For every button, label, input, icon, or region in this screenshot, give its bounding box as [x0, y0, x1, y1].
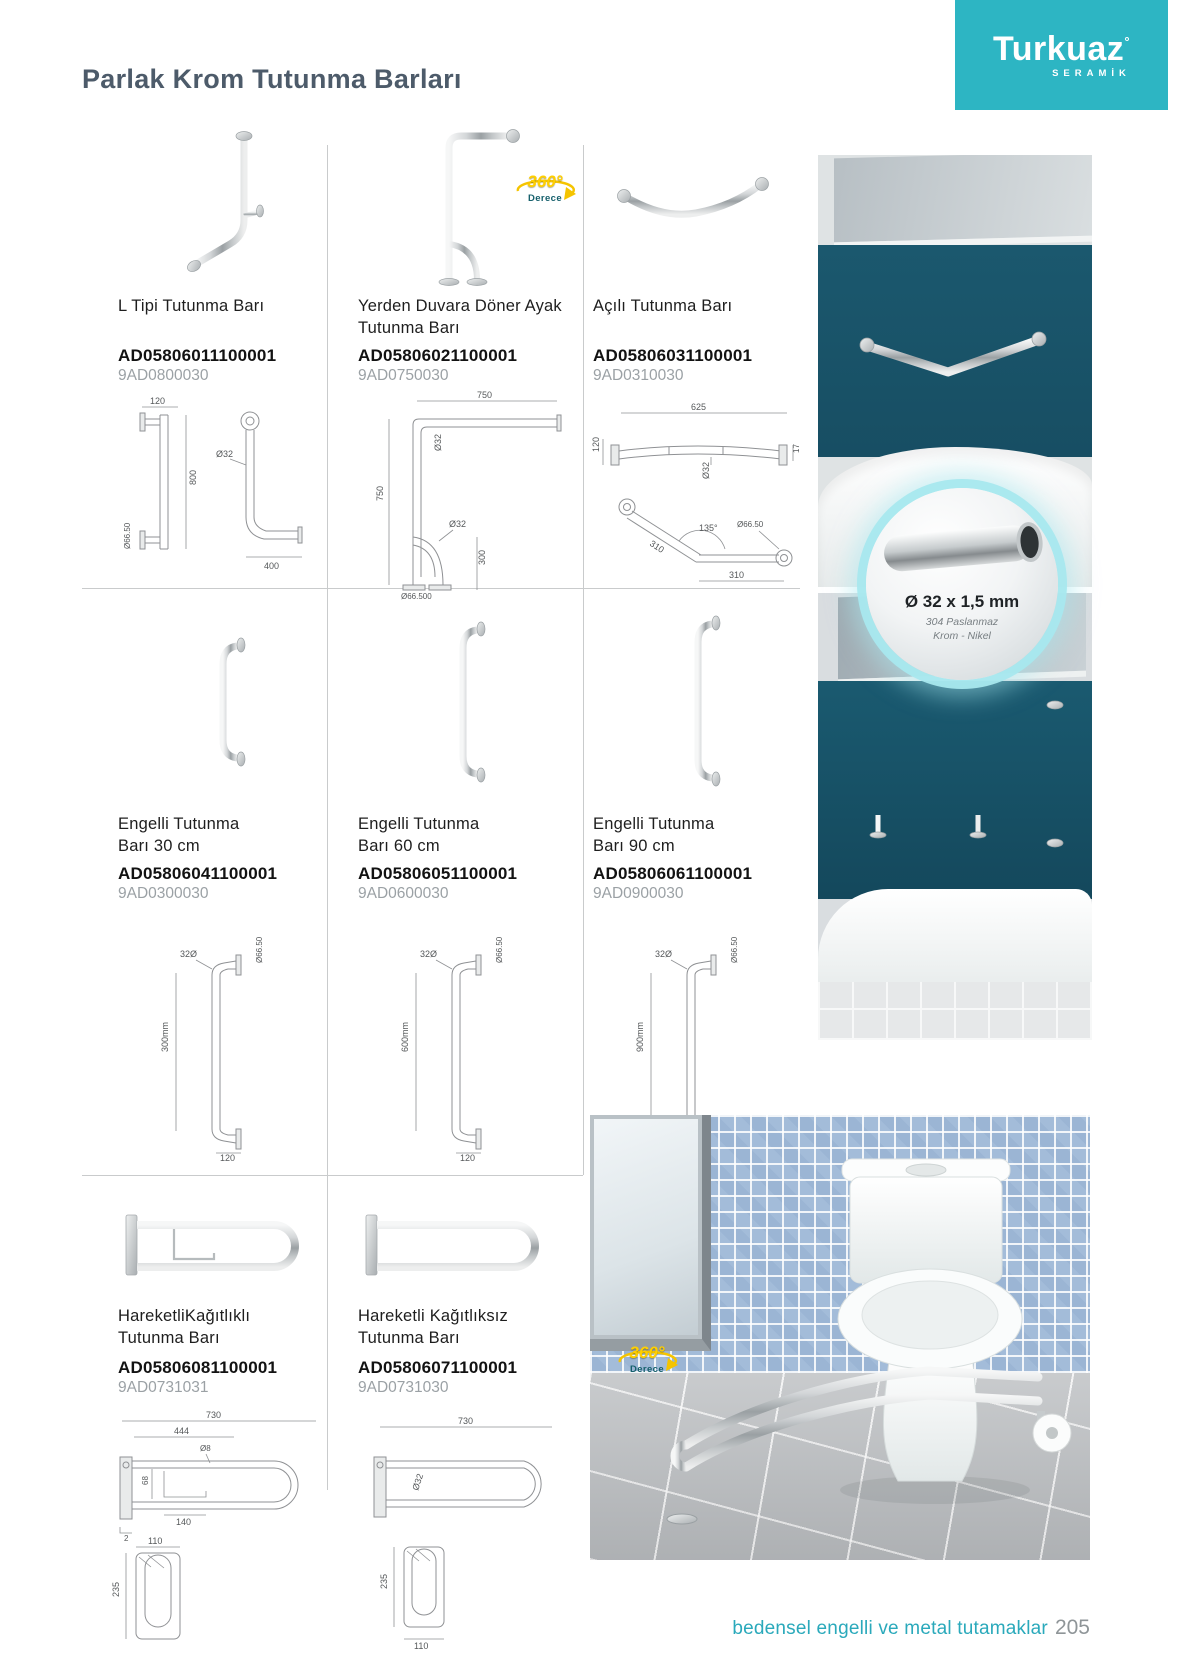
product-subcode: 9AD0731031 [118, 1379, 209, 1396]
grab-bar-illustration [638, 614, 748, 796]
svg-text:Ø32: Ø32 [433, 433, 443, 451]
svg-text:135°: 135° [698, 523, 718, 533]
svg-text:750: 750 [375, 485, 385, 501]
product-code: AD05806031100001 [593, 346, 753, 365]
svg-text:800: 800 [188, 469, 198, 485]
svg-text:730: 730 [457, 1416, 473, 1426]
svg-text:600mm: 600mm [400, 1021, 410, 1052]
toilet-photo [590, 1115, 1090, 1560]
brand-logo [955, 0, 1168, 110]
wall-grab-bars [818, 693, 1092, 903]
svg-text:730: 730 [205, 1410, 221, 1420]
grab-bar-illustration [403, 618, 513, 793]
svg-text:110: 110 [147, 1536, 162, 1546]
product-photo [358, 120, 570, 292]
wall-grab-bar [853, 320, 1058, 390]
technical-drawing [118, 396, 318, 599]
product-name: Engelli Tutunma Barı 60 cm [358, 815, 480, 855]
product-name: Açılı Tutunma Barı [593, 297, 733, 315]
product-subcode: 9AD0750030 [358, 367, 449, 384]
grab-bar-illustration [608, 169, 783, 244]
brand-name: Turkuaz° [992, 29, 1131, 68]
product-photo [593, 120, 798, 292]
product-card-acili [590, 120, 801, 594]
svg-text:310: 310 [647, 538, 666, 555]
page-footer [590, 1616, 1090, 1640]
product-code: AD05806071100001 [358, 1358, 518, 1377]
product-code: AD05806051100001 [358, 864, 518, 883]
product-photo [358, 1190, 558, 1302]
grab-bar-illustration [163, 630, 273, 780]
svg-text:400: 400 [264, 561, 280, 571]
product-name: Yerden Duvara Döner Ayak Tutunma Barı [358, 297, 562, 337]
svg-text:300: 300 [477, 549, 487, 565]
product-subcode: 9AD0300030 [118, 885, 209, 902]
tiled-wall [818, 982, 1092, 1040]
product-photo [118, 1190, 318, 1302]
svg-text:Ø32: Ø32 [700, 461, 711, 479]
product-subcode: 9AD0731030 [358, 1379, 449, 1396]
technical-drawing [358, 917, 558, 1162]
page-title: Parlak Krom Tutunma Barları [82, 64, 462, 94]
product-card-hareketli-kagitliksiz [358, 1190, 558, 1657]
svg-text:235: 235 [378, 1573, 389, 1589]
svg-text:300mm: 300mm [160, 1021, 170, 1052]
bathtub [818, 889, 1092, 985]
svg-text:750: 750 [477, 390, 493, 400]
svg-text:Ø66.50: Ø66.50 [736, 520, 763, 529]
svg-text:Ø66.500: Ø66.500 [401, 592, 432, 601]
product-photo [118, 120, 318, 292]
product-subcode: 9AD0310030 [593, 367, 684, 384]
pipe-material-label: 304 Paslanmaz [925, 616, 999, 628]
pipe-size-label: Ø 32 x 1,5 mm [904, 592, 1020, 611]
product-code: AD05806041100001 [118, 864, 278, 883]
grid-divider-vertical-1 [327, 145, 328, 1490]
product-name: Engelli Tutunma Barı 90 cm [593, 815, 715, 855]
svg-text:Ø66.50: Ø66.50 [495, 936, 504, 963]
product-subcode: 9AD0600030 [358, 885, 449, 902]
svg-text:Ø32: Ø32 [216, 449, 234, 459]
page-number: 205 [1054, 1616, 1090, 1639]
brand-trademark: ° [1124, 33, 1131, 49]
svg-text:Ø66.50: Ø66.50 [730, 936, 739, 963]
svg-text:Ø66.50: Ø66.50 [255, 936, 264, 963]
svg-text:444: 444 [173, 1426, 189, 1436]
svg-text:110: 110 [413, 1641, 428, 1651]
svg-text:32Ø: 32Ø [420, 949, 438, 959]
grab-bar-illustration [148, 124, 288, 292]
technical-drawing [118, 917, 318, 1162]
product-card-engelli-90 [593, 600, 793, 1162]
svg-text:Ø32: Ø32 [449, 519, 467, 529]
svg-text:17: 17 [791, 444, 801, 453]
grid-divider-vertical-2 [583, 145, 584, 1175]
product-name: HareketliKağıtlıklı Tutunma Barı [118, 1307, 251, 1347]
pipe-spec-badge [866, 488, 1058, 680]
svg-text:625: 625 [690, 402, 706, 412]
product-code: AD05806061100001 [593, 864, 753, 883]
footer-section-label: bedensel engelli ve metal tutamaklar [732, 1618, 1048, 1639]
product-card-hareketli-kagitlikli [110, 1190, 318, 1657]
technical-drawing [110, 1407, 318, 1657]
svg-text:120: 120 [150, 396, 166, 406]
technical-drawing [358, 1407, 558, 1657]
product-card-yerden-duvara [358, 120, 570, 601]
product-name: L Tipi Tutunma Barı [118, 297, 265, 315]
svg-text:120: 120 [460, 1153, 476, 1163]
rotation-360-badge: 360° Derece [506, 172, 584, 204]
svg-text:310: 310 [728, 570, 744, 580]
grab-bar-illustration [356, 1199, 561, 1294]
mirror [834, 155, 1092, 248]
grab-bar-illustration [379, 122, 549, 292]
product-card-engelli-30 [118, 600, 318, 1162]
product-card-engelli-60 [358, 600, 558, 1162]
svg-text:32Ø: 32Ø [655, 949, 673, 959]
svg-text:2: 2 [123, 1534, 128, 1543]
brand-subtitle: SERAMİK [1052, 67, 1131, 79]
product-code: AD05806081100001 [118, 1358, 278, 1377]
grid-divider-horizontal-2 [82, 1175, 583, 1176]
product-name: Hareketli Kağıtlıksız Tutunma Barı [358, 1307, 509, 1347]
product-name: Engelli Tutunma Barı 30 cm [118, 815, 240, 855]
grab-bar-illustration [116, 1199, 321, 1294]
product-subcode: 9AD0900030 [593, 885, 684, 902]
product-card-l-tipi [118, 120, 318, 599]
svg-text:68: 68 [140, 1476, 150, 1485]
svg-text:32Ø: 32Ø [180, 949, 198, 959]
svg-text:120: 120 [220, 1153, 236, 1163]
svg-text:120: 120 [590, 436, 601, 452]
chrome-tube-icon [877, 507, 1047, 593]
technical-drawing [590, 399, 801, 594]
svg-text:Ø66.50: Ø66.50 [123, 522, 132, 549]
svg-text:Ø8: Ø8 [199, 1444, 211, 1453]
svg-text:900mm: 900mm [635, 1021, 645, 1052]
svg-text:140: 140 [175, 1517, 191, 1527]
product-photo [358, 600, 558, 810]
technical-drawing [358, 389, 570, 601]
svg-text:Ø32: Ø32 [409, 1472, 425, 1492]
svg-text:235: 235 [110, 1581, 121, 1597]
product-photo [593, 600, 793, 810]
toilet-and-grab-bar-illustration [590, 1115, 1090, 1560]
product-code: AD05806021100001 [358, 346, 518, 365]
pipe-material-label-2: Krom - Nikel [933, 630, 991, 642]
product-photo [118, 600, 318, 810]
rotation-360-badge: 360° Derece [608, 1343, 686, 1375]
product-subcode: 9AD0800030 [118, 367, 209, 384]
product-code: AD05806011100001 [118, 346, 277, 365]
